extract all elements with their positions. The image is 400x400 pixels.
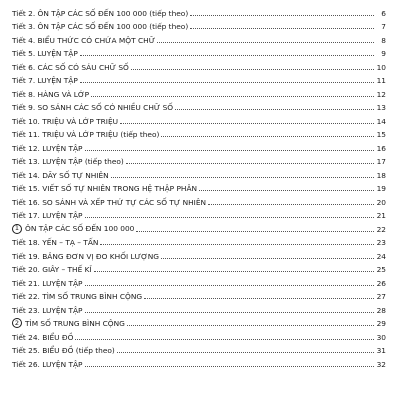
- toc-page-number: 7: [381, 22, 386, 31]
- toc-entry-title-text: TÌM SỐ TRUNG BÌNH CỘNG: [25, 318, 125, 328]
- toc-entry-title: [12, 318, 125, 328]
- toc-entry-title: Tiết 11. TRIỆU VÀ LỚP TRIỆU (tiếp theo): [12, 130, 160, 139]
- toc-lesson-row[interactable]: [12, 301, 386, 315]
- toc-page-number: 18: [376, 170, 386, 180]
- toc-page-number: 16: [376, 143, 386, 153]
- toc-page-number: 29: [376, 319, 386, 328]
- circled-number-badge: 2: [12, 318, 22, 328]
- toc-entry-title: Tiết 12. LUYỆN TẬP: [12, 143, 83, 153]
- toc-page-number: 31: [376, 346, 386, 355]
- toc-lesson-row[interactable]: [12, 31, 386, 45]
- toc-entry-title: Tiết 17. LUYỆN TẬP: [12, 211, 83, 220]
- toc-page-number: 10: [376, 62, 386, 72]
- toc-entry-title: Tiết 19. BẢNG ĐƠN VỊ ĐO KHỐI LƯỢNG: [12, 251, 160, 261]
- toc-page-number: 21: [376, 211, 386, 220]
- toc-lesson-row[interactable]: [12, 166, 386, 180]
- toc-entry-title: Tiết 26. LUYỆN TẬP: [12, 359, 83, 369]
- toc-entry-title: Tiết 25. BIỂU ĐỒ (tiếp theo): [12, 346, 115, 355]
- dot-leader: [127, 325, 374, 326]
- toc-page-number: 19: [376, 184, 386, 193]
- toc-page-number: 22: [376, 224, 386, 234]
- toc-page-number: 6: [381, 8, 386, 18]
- dot-leader: [85, 366, 375, 367]
- toc-lesson-row[interactable]: [12, 328, 386, 342]
- toc-entry-title: Tiết 2. ÔN TẬP CÁC SỐ ĐẾN 100 000 (tiếp theo): [12, 8, 189, 18]
- toc-entry-title: Tiết 5. LUYỆN TẬP: [12, 49, 78, 58]
- toc-page-number: 27: [376, 292, 386, 301]
- toc-lesson-row[interactable]: [12, 45, 386, 59]
- dot-leader: [144, 298, 374, 299]
- toc-page-number: 14: [376, 116, 386, 126]
- dot-leader: [120, 123, 374, 124]
- dot-leader: [199, 190, 374, 191]
- toc-entry-title: Tiết 8. HÀNG VÀ LỚP: [12, 89, 90, 99]
- toc-lesson-row[interactable]: [12, 85, 386, 99]
- dot-leader: [208, 204, 374, 205]
- toc-entry-title: Tiết 10. TRIỆU VÀ LỚP TRIỆU: [12, 116, 119, 126]
- dot-leader: [100, 244, 374, 245]
- toc-entry-title-text: ÔN TẬP CÁC SỐ ĐẾN 100 000: [25, 224, 135, 233]
- dot-leader: [190, 15, 374, 16]
- toc-entry-title: Tiết 16. SO SÁNH VÀ XẾP THỨ TỰ CÁC SỐ TỰ NHIÊN: [12, 197, 207, 207]
- dot-leader: [85, 285, 375, 286]
- toc-entry-title: Tiết 18. YẾN – TẠ – TẤN: [12, 238, 99, 247]
- dot-leader: [117, 352, 374, 353]
- toc-list: [12, 4, 386, 369]
- toc-entry-title: Tiết 15. VIẾT SỐ TỰ NHIÊN TRONG HỆ THẬP PHÂN: [12, 184, 198, 193]
- toc-lesson-row[interactable]: [12, 72, 386, 86]
- dot-leader: [80, 55, 374, 56]
- toc-page-number: 25: [376, 265, 386, 274]
- toc-entry-title: Tiết 23. LUYỆN TẬP: [12, 305, 83, 315]
- dot-leader: [91, 96, 374, 97]
- toc-lesson-row[interactable]: [12, 126, 386, 140]
- toc-entry-title: Tiết 24. BIỂU ĐỒ: [12, 332, 74, 342]
- toc-entry-title: Tiết 7. LUYỆN TẬP: [12, 76, 78, 85]
- toc-lesson-row[interactable]: [12, 4, 386, 18]
- dot-leader: [190, 28, 374, 29]
- toc-page-number: 28: [376, 305, 386, 315]
- toc-lesson-row[interactable]: [12, 247, 386, 261]
- toc-entry-title: Tiết 21. LUYỆN TẬP: [12, 278, 83, 288]
- toc-entry-title: Tiết 14. DÃY SỐ TỰ NHIÊN: [12, 170, 109, 180]
- dot-leader: [80, 82, 374, 83]
- dot-leader: [136, 231, 374, 232]
- toc-page-number: 20: [376, 197, 386, 207]
- toc-page-number: 30: [376, 332, 386, 342]
- toc-lesson-row[interactable]: [12, 355, 386, 369]
- dot-leader: [126, 163, 374, 164]
- dot-leader: [94, 271, 374, 272]
- toc-lesson-row[interactable]: [12, 58, 386, 72]
- circled-number-badge: 1: [12, 224, 22, 234]
- toc-lesson-row[interactable]: [12, 153, 386, 167]
- toc-lesson-row[interactable]: [12, 180, 386, 194]
- toc-unit-review-row[interactable]: [12, 220, 386, 234]
- toc-entry-title: Tiết 6. CÁC SỐ CÓ SÁU CHỮ SỐ: [12, 62, 129, 72]
- toc-page-number: 9: [381, 49, 386, 58]
- toc-lesson-row[interactable]: [12, 112, 386, 126]
- toc-entry-title: Tiết 13. LUYỆN TẬP (tiếp theo): [12, 157, 124, 166]
- toc-lesson-row[interactable]: [12, 193, 386, 207]
- dot-leader: [75, 339, 374, 340]
- toc-page-number: 32: [376, 359, 386, 369]
- toc-page-number: 23: [376, 238, 386, 247]
- dot-leader: [161, 258, 374, 259]
- dot-leader: [85, 312, 375, 313]
- dot-leader: [161, 136, 374, 137]
- toc-page-number: 17: [376, 157, 386, 166]
- toc-entry-title: Tiết 20. GIÂY – THẾ KỈ: [12, 265, 92, 274]
- toc-page-number: 15: [376, 130, 386, 139]
- toc-lesson-row[interactable]: [12, 18, 386, 32]
- toc-page-number: 24: [376, 251, 386, 261]
- toc-lesson-row[interactable]: [12, 288, 386, 302]
- dot-leader: [157, 42, 374, 43]
- toc-lesson-row[interactable]: [12, 207, 386, 221]
- toc-lesson-row[interactable]: [12, 261, 386, 275]
- dot-leader: [131, 69, 374, 70]
- toc-page-number: 12: [376, 89, 386, 99]
- toc-lesson-row[interactable]: [12, 342, 386, 356]
- toc-lesson-row[interactable]: [12, 234, 386, 248]
- dot-leader: [175, 109, 374, 110]
- toc-entry-title: Tiết 22. TÌM SỐ TRUNG BÌNH CỘNG: [12, 292, 143, 301]
- toc-page-number: 8: [381, 35, 386, 45]
- toc-lesson-row[interactable]: [12, 99, 386, 113]
- toc-entry-title: Tiết 3. ÔN TẬP CÁC SỐ ĐẾN 100 000 (tiếp theo): [12, 22, 189, 31]
- toc-page-number: 26: [376, 278, 386, 288]
- toc-unit-review-row[interactable]: [12, 315, 386, 329]
- dot-leader: [85, 150, 375, 151]
- dot-leader: [85, 217, 375, 218]
- toc-entry-title: Tiết 4. BIỂU THỨC CÓ CHỨA MỘT CHỮ: [12, 35, 156, 45]
- toc-page-number: 11: [376, 76, 386, 85]
- toc-entry-title: [12, 224, 134, 234]
- toc-lesson-row[interactable]: [12, 274, 386, 288]
- toc-page-number: 13: [376, 103, 386, 112]
- dot-leader: [111, 177, 374, 178]
- toc-lesson-row[interactable]: [12, 139, 386, 153]
- toc-entry-title: Tiết 9. SO SÁNH CÁC SỐ CÓ NHIỀU CHỮ SỐ: [12, 103, 174, 112]
